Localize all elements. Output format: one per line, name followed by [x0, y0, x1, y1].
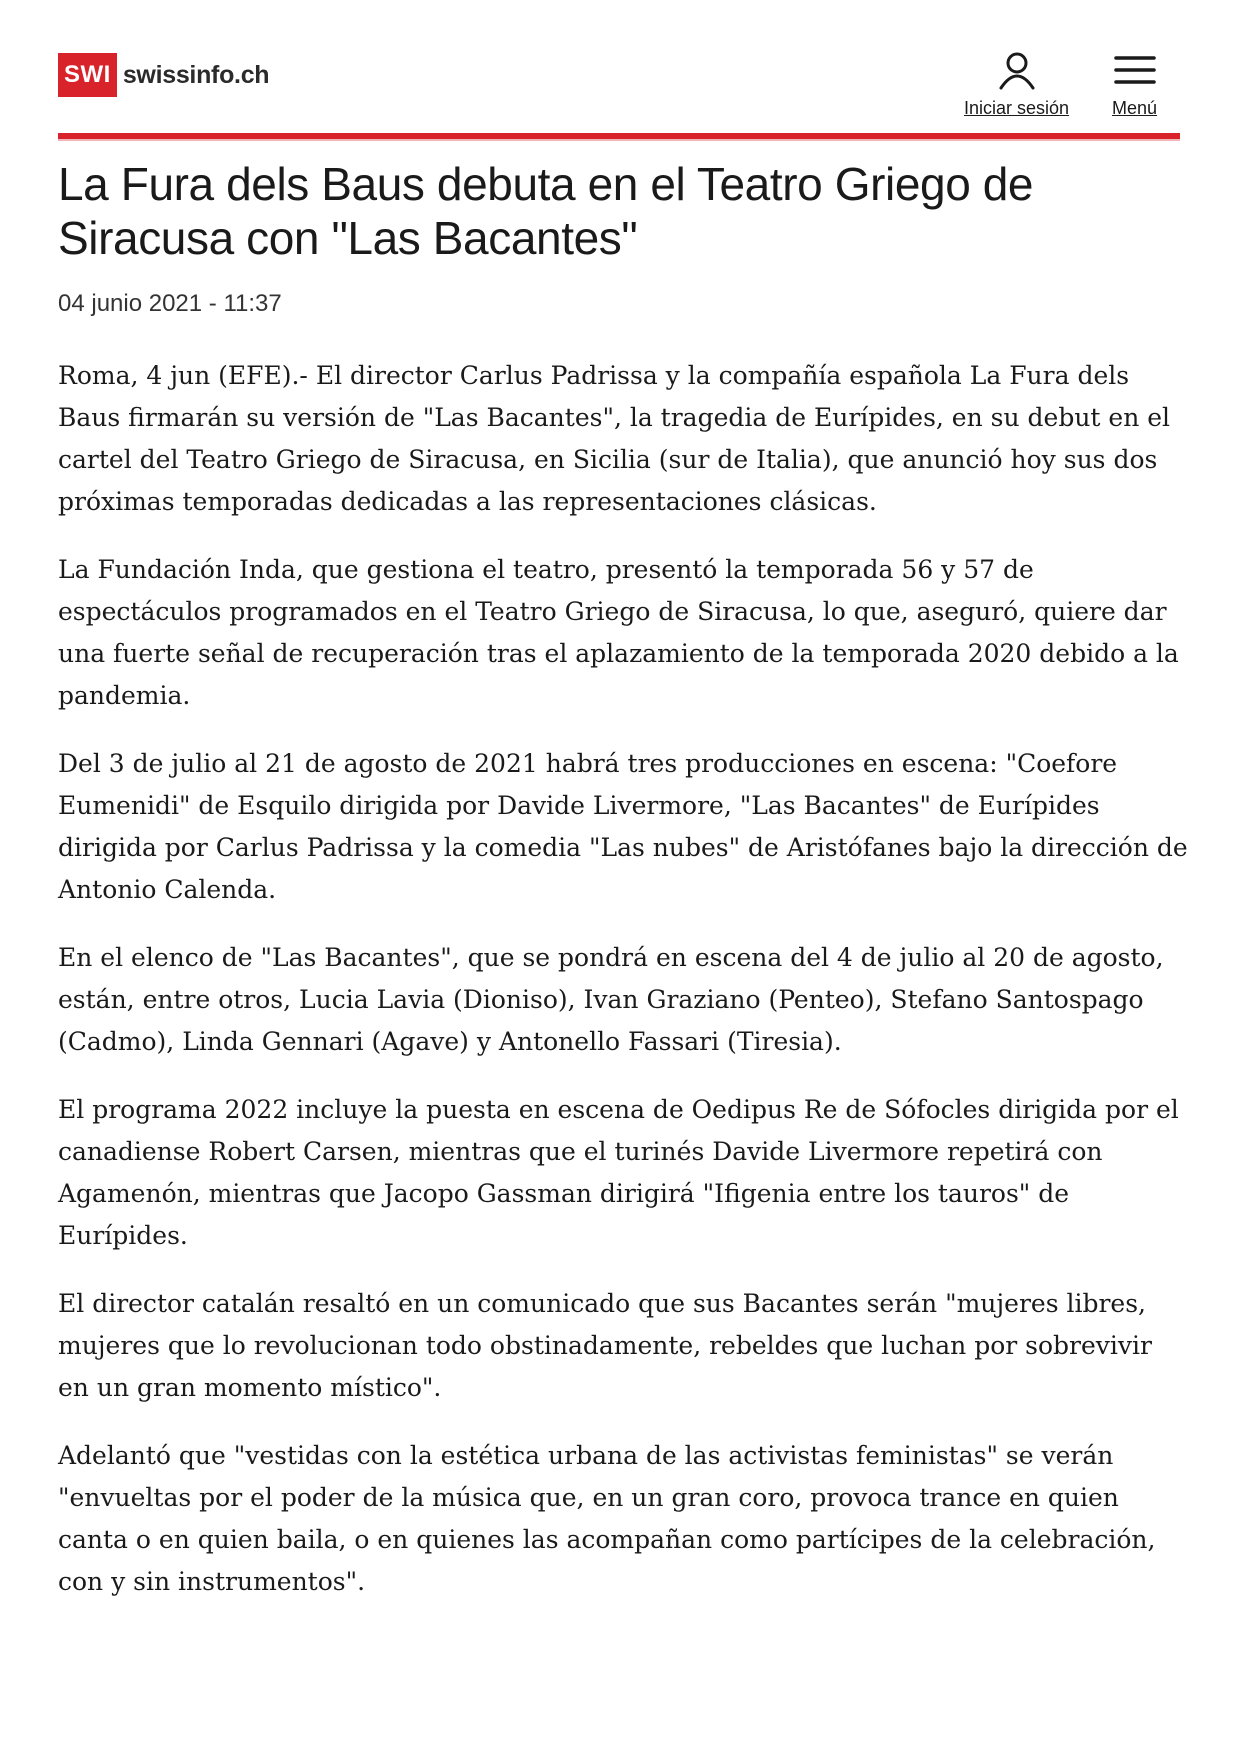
- header-divider: [58, 133, 1180, 141]
- article-body: [58, 355, 1188, 1629]
- swissinfo-logo[interactable]: [58, 53, 269, 97]
- user-icon: [997, 50, 1037, 90]
- article-paragraph: Adelantó que "vestidas con la estética urbana de las activistas feministas" se verán "envueltas por el poder de la música que, en un gran coro, provoca trance en quien canta o en quien baila, o en quienes las acompañan como partícipes de la celebración, con y sin instrumentos".: [58, 1441, 1156, 1596]
- logo-text: swissinfo.ch: [122, 60, 270, 89]
- article-paragraph: En el elenco de "Las Bacantes", que se pondrá en escena del 4 de julio al 20 de agosto, están, entre otros, Lucia Lavia (Dioniso), Ivan Graziano (Penteo), Stefano Santospago (Cadmo), Linda Gennari (Agave) y Antonello Fassari (Tiresia).: [58, 943, 1164, 1056]
- login-button[interactable]: [964, 50, 1069, 119]
- article-paragraph: El programa 2022 incluye la puesta en escena de Oedipus Re de Sófocles dirigida por el canadiense Robert Carsen, mientras que el turinés Davide Livermore repetirá con Agamenón, mientras que Jacopo Gassman dirigirá "Ifigenia entre los tauros" de Eurípides.: [58, 1095, 1179, 1250]
- article-title: La Fura dels Baus debuta en el Teatro Griego de Siracusa con "Las Bacantes": [58, 158, 1034, 264]
- article-paragraph: Roma, 4 jun (EFE).- El director Carlus Padrissa y la compañía española La Fura dels Baus firmarán su versión de "Las Bacantes", la tragedia de Eurípides, en su debut en el cartel del Teatro Griego de Siracusa, en Sicilia (sur de Italia), que anunció hoy sus dos próximas temporadas dedicadas a las representaciones clásicas.: [58, 361, 1171, 516]
- logo-badge: SWI: [58, 53, 117, 97]
- article-date: 04 junio 2021 - 11:37: [58, 290, 282, 317]
- menu-label: Menú: [1112, 98, 1158, 118]
- article-paragraph: Del 3 de julio al 21 de agosto de 2021 habrá tres producciones en escena: "Coefore Eumenidi" de Esquilo dirigida por Davide Livermore, "Las Bacantes" de Eurípides dirigida por Carlus Padrissa y la comedia "Las nubes" de Aristófanes bajo la dirección de Antonio Calenda.: [58, 749, 1188, 904]
- article-paragraph: El director catalán resaltó en un comunicado que sus Bacantes serán "mujeres libres, mujeres que lo revolucionan todo obstinadamente, rebeldes que luchan por sobrevivir en un gran momento místico".: [58, 1289, 1152, 1402]
- article-paragraph: La Fundación Inda, que gestiona el teatro, presentó la temporada 56 y 57 de espectáculos programados en el Teatro Griego de Siracusa, lo que, aseguró, quiere dar una fuerte señal de recuperación tras el aplazamiento de la temporada 2020 debido a la pandemia.: [58, 555, 1179, 710]
- login-label: Iniciar sesión: [964, 98, 1070, 118]
- menu-button[interactable]: [1112, 50, 1157, 119]
- site-header: [58, 50, 1180, 130]
- hamburger-menu-icon: [1114, 50, 1156, 90]
